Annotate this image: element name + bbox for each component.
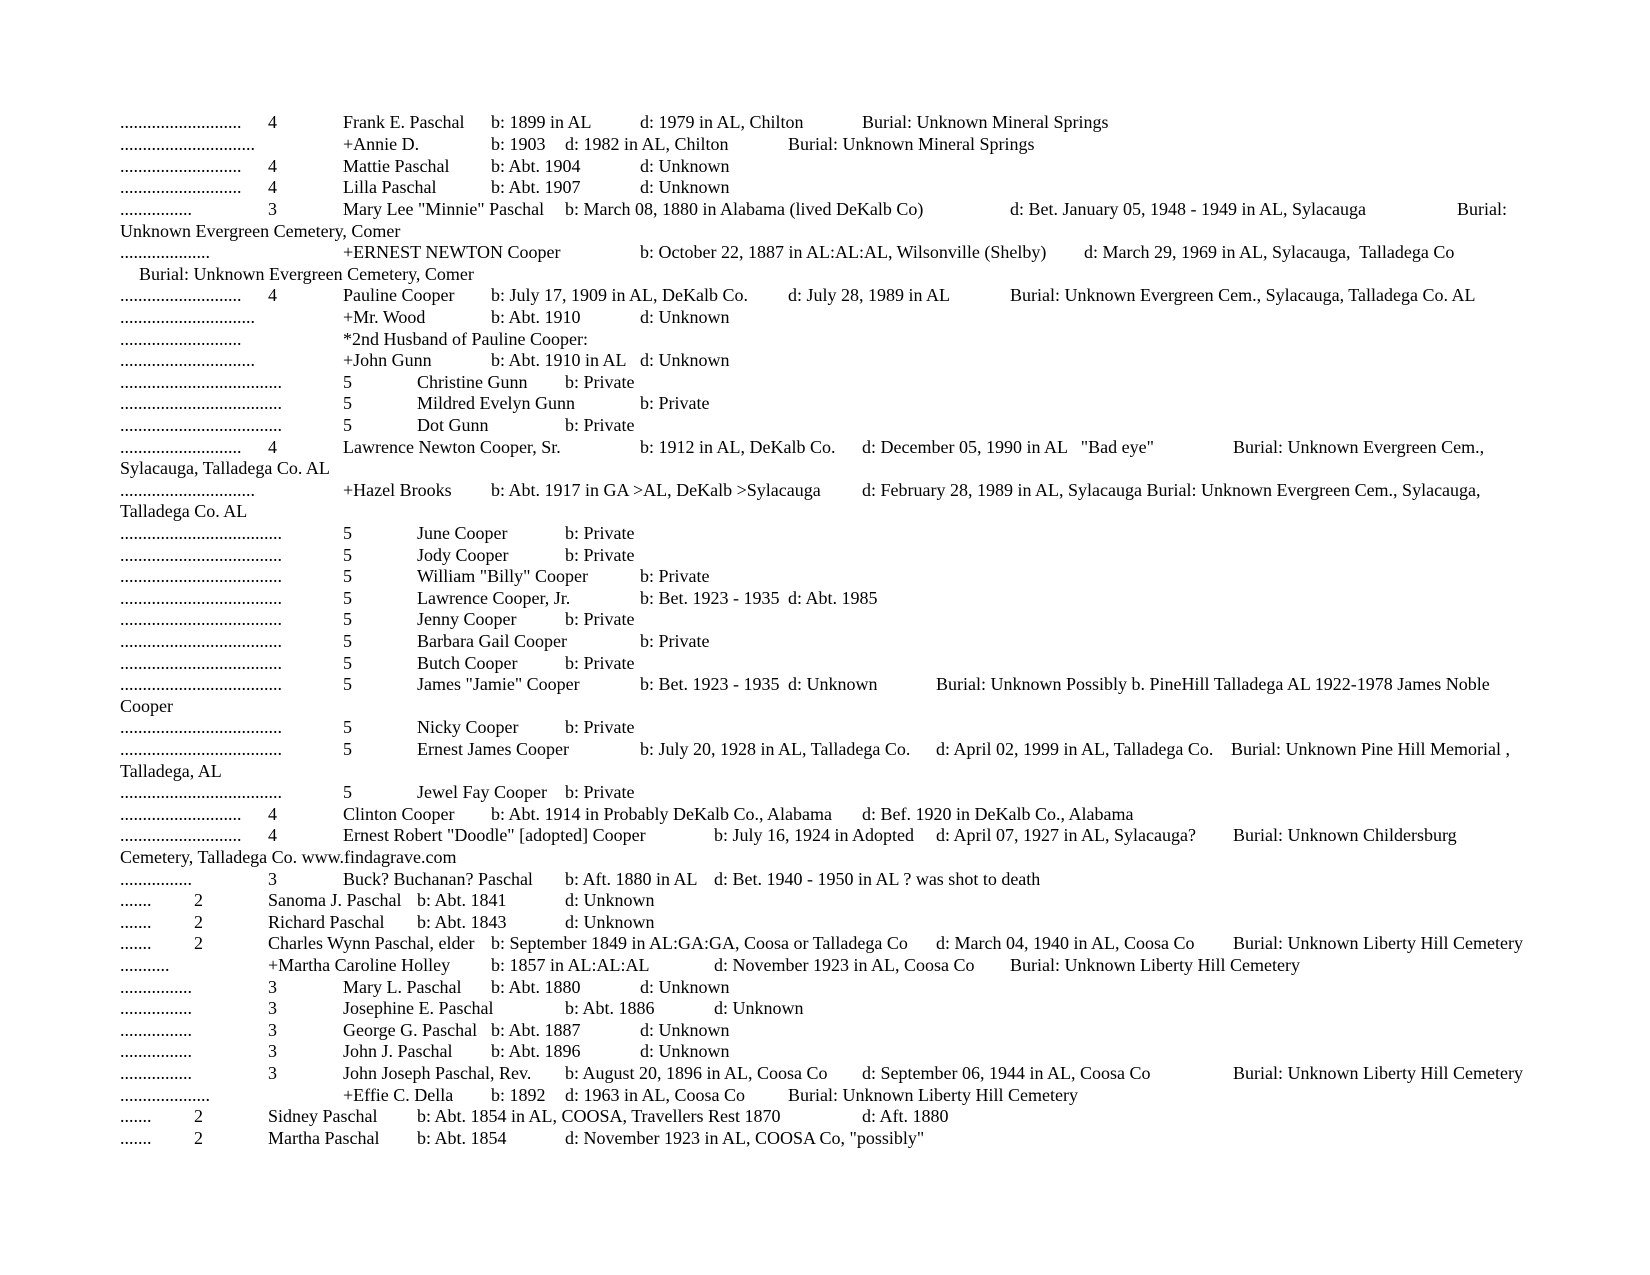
report-line: [0, 954, 1650, 976]
birth-info: b: Abt. 1910 in AL: [491, 350, 627, 370]
death-info: d: Unknown: [640, 1020, 730, 1040]
report-line: [0, 911, 1650, 933]
leader-dots: ....................................: [120, 566, 282, 586]
generation-number: 4: [268, 804, 277, 824]
birth-info: b: October 22, 1887 in AL:AL:AL, Wilsonville (Shelby): [640, 242, 1047, 262]
leader-dots: ....................................: [120, 631, 282, 651]
report-line: [0, 630, 1650, 652]
generation-number: 2: [194, 1128, 203, 1148]
birth-info: b: Bet. 1923 - 1935: [640, 588, 780, 608]
burial-info: Burial: Unknown Evergreen Cem., Sylacauga, Talladega Co. AL: [1010, 285, 1476, 305]
leader-dots: ....................................: [120, 545, 282, 565]
leader-dots: ....................................: [120, 393, 282, 413]
leader-dots: ................: [120, 199, 192, 219]
person-name: Nicky Cooper: [417, 717, 519, 737]
report-line: [0, 176, 1650, 198]
report-line: [0, 997, 1650, 1019]
generation-number: 4: [268, 285, 277, 305]
generation-number: 5: [343, 566, 352, 586]
birth-info: b: Private: [565, 782, 635, 802]
wrapped-continuation: Talladega Co. AL: [120, 501, 248, 521]
leader-dots: ................: [120, 1041, 192, 1061]
leader-dots: ....................................: [120, 782, 282, 802]
person-name: Frank E. Paschal: [343, 112, 465, 132]
person-name: Lawrence Cooper, Jr.: [417, 588, 571, 608]
death-info: d: 1963 in AL, Coosa Co: [565, 1085, 746, 1105]
report-line: [0, 1105, 1650, 1127]
death-info: d: Abt. 1985: [788, 588, 878, 608]
generation-number: 5: [343, 545, 352, 565]
person-name: John Joseph Paschal, Rev.: [343, 1063, 532, 1083]
birth-info: b: Abt. 1854 in AL, COOSA, Travellers Rest 1870: [417, 1106, 781, 1126]
generation-number: 3: [268, 869, 277, 889]
leader-dots: ................: [120, 1020, 192, 1040]
generation-number: 3: [268, 1041, 277, 1061]
birth-info: b: 1912 in AL, DeKalb Co.: [640, 437, 836, 457]
death-info: d: Unknown: [640, 156, 730, 176]
spouse-name: +Mr. Wood: [343, 307, 426, 327]
birth-info: b: Private: [565, 609, 635, 629]
person-name: Butch Cooper: [417, 653, 518, 673]
generation-number: 2: [194, 890, 203, 910]
death-info: d: July 28, 1989 in AL: [788, 285, 951, 305]
leader-dots: ....................................: [120, 717, 282, 737]
report-line: [0, 241, 1650, 263]
leader-dots: ....................................: [120, 372, 282, 392]
report-line: [0, 716, 1650, 738]
person-name: Jewel Fay Cooper: [417, 782, 547, 802]
person-name: Lawrence Newton Cooper, Sr.: [343, 437, 561, 457]
report-line: [0, 932, 1650, 954]
birth-info: b: Private: [565, 653, 635, 673]
leader-dots: ..............................: [120, 480, 255, 500]
birth-info: b: Aft. 1880 in AL: [565, 869, 698, 889]
birth-info: b: Private: [565, 545, 635, 565]
birth-info: b: 1857 in AL:AL:AL: [491, 955, 650, 975]
birth-info: b: August 20, 1896 in AL, Coosa Co: [565, 1063, 828, 1083]
birth-info: b: Abt. 1917 in GA >AL, DeKalb >Sylacauga: [491, 480, 821, 500]
report-line: [0, 889, 1650, 911]
person-name: Mattie Paschal: [343, 156, 450, 176]
report-line: [0, 1019, 1650, 1041]
person-name: John J. Paschal: [343, 1041, 453, 1061]
death-info: d: March 29, 1969 in AL, Sylacauga, Talladega Co: [1084, 242, 1455, 262]
birth-info: b: March 08, 1880 in Alabama (lived DeKalb Co): [565, 199, 924, 219]
generation-number: 3: [268, 1063, 277, 1083]
generation-number: 3: [268, 998, 277, 1018]
burial-info: Burial: Unknown Evergreen Cem.,: [1233, 437, 1485, 457]
leader-dots: ................: [120, 977, 192, 997]
leader-dots: ..............................: [120, 307, 255, 327]
report-line: [0, 371, 1650, 393]
wrapped-continuation: Unknown Evergreen Cemetery, Comer: [120, 221, 401, 241]
birth-info: b: Private: [640, 566, 710, 586]
birth-info: b: July 17, 1909 in AL, DeKalb Co.: [491, 285, 748, 305]
burial-info: Burial: Unknown Mineral Springs: [862, 112, 1109, 132]
death-info: d: Unknown: [640, 350, 730, 370]
report-line: [0, 479, 1650, 501]
report-line: [0, 695, 1650, 717]
person-name: Dot Gunn: [417, 415, 489, 435]
death-info: d: Unknown: [640, 977, 730, 997]
death-info: d: Unknown: [714, 998, 804, 1018]
burial-info: Burial: Unknown Childersburg: [1233, 825, 1457, 845]
person-name: Josephine E. Paschal: [343, 998, 494, 1018]
leader-dots: ...........................: [120, 804, 242, 824]
report-line: [0, 457, 1650, 479]
birth-info: b: Abt. 1854: [417, 1128, 507, 1148]
leader-dots: ................: [120, 1063, 192, 1083]
person-name: Jody Cooper: [417, 545, 509, 565]
birth-info: b: Abt. 1841: [417, 890, 507, 910]
leader-dots: ....................: [120, 1085, 210, 1105]
birth-info: b: Abt. 1887: [491, 1020, 581, 1040]
generation-number: 4: [268, 437, 277, 457]
report-line: [0, 673, 1650, 695]
birth-info: b: Private: [565, 717, 635, 737]
birth-info: b: 1899 in AL: [491, 112, 592, 132]
leader-dots: .......: [120, 933, 152, 953]
birth-info: b: Abt. 1880: [491, 977, 581, 997]
person-name: Sanoma J. Paschal: [268, 890, 402, 910]
burial-info: Burial: Unknown Liberty Hill Cemetery: [788, 1085, 1078, 1105]
person-name: William "Billy" Cooper: [417, 566, 588, 586]
generation-number: 4: [268, 156, 277, 176]
birth-info: b: Abt. 1886: [565, 998, 655, 1018]
death-info: d: 1982 in AL, Chilton: [565, 134, 729, 154]
burial-info: Burial: Unknown Pine Hill Memorial ,: [1231, 739, 1510, 759]
leader-dots: .......: [120, 1128, 152, 1148]
report-line: [0, 608, 1650, 630]
leader-dots: ..............................: [120, 134, 255, 154]
leader-dots: ..............................: [120, 350, 255, 370]
leader-dots: ................: [120, 998, 192, 1018]
generation-number: 3: [268, 1020, 277, 1040]
report-line: [0, 220, 1650, 242]
generation-number: 5: [343, 782, 352, 802]
death-info: d: Bef. 1920 in DeKalb Co., Alabama: [862, 804, 1134, 824]
leader-dots: ...........................: [120, 437, 242, 457]
death-info: d: November 1923 in AL, COOSA Co, "possibly": [565, 1128, 925, 1148]
person-name: Richard Paschal: [268, 912, 385, 932]
leader-dots: ...........: [120, 955, 170, 975]
leader-dots: .......: [120, 1106, 152, 1126]
birth-info: b: July 16, 1924 in Adopted: [714, 825, 915, 845]
death-info: d: 1979 in AL, Chilton: [640, 112, 804, 132]
generation-number: 5: [343, 631, 352, 651]
report-line: [0, 306, 1650, 328]
birth-info: b: Private: [565, 415, 635, 435]
report-line: [0, 1084, 1650, 1106]
report-line: [0, 868, 1650, 890]
generation-number: 4: [268, 112, 277, 132]
person-name: Ernest Robert "Doodle" [adopted] Cooper: [343, 825, 646, 845]
report-line: [0, 587, 1650, 609]
wrapped-continuation: Talladega, AL: [120, 761, 222, 781]
birth-info: b: Private: [640, 393, 710, 413]
report-line: [0, 111, 1650, 133]
birth-info: b: Private: [565, 523, 635, 543]
wrapped-continuation: Cooper: [120, 696, 173, 716]
death-info: d: Unknown: [788, 674, 878, 694]
report-line: [0, 803, 1650, 825]
generation-number: 4: [268, 825, 277, 845]
report-line: [0, 846, 1650, 868]
person-name: George G. Paschal: [343, 1020, 478, 1040]
report-line: [0, 760, 1650, 782]
report-line: [0, 1062, 1650, 1084]
spouse-name: +ERNEST NEWTON Cooper: [343, 242, 561, 262]
report-line: [0, 328, 1650, 350]
death-info: d: Unknown: [565, 890, 655, 910]
report-line: [0, 544, 1650, 566]
person-name: Christine Gunn: [417, 372, 528, 392]
death-info: d: December 05, 1990 in AL "Bad eye": [862, 437, 1154, 457]
wrapped-continuation: Sylacauga, Talladega Co. AL: [120, 458, 330, 478]
leader-dots: ...........................: [120, 285, 242, 305]
generation-number: 4: [268, 177, 277, 197]
generation-number: 5: [343, 609, 352, 629]
person-name: Mary L. Paschal: [343, 977, 462, 997]
spouse-name: +Martha Caroline Holley: [268, 955, 451, 975]
death-info: d: March 04, 1940 in AL, Coosa Co: [936, 933, 1195, 953]
spouse-name: +John Gunn: [343, 350, 432, 370]
person-name: Lilla Paschal: [343, 177, 437, 197]
report-line: [0, 738, 1650, 760]
death-info: d: April 02, 1999 in AL, Talladega Co.: [936, 739, 1214, 759]
report-line: [0, 392, 1650, 414]
generation-number: 5: [343, 415, 352, 435]
death-info: d: Aft. 1880: [862, 1106, 949, 1126]
report-line: [0, 263, 1650, 285]
birth-info: b: Abt. 1843: [417, 912, 507, 932]
leader-dots: ...........................: [120, 112, 242, 132]
person-name: Barbara Gail Cooper: [417, 631, 567, 651]
birth-info: b: September 1849 in AL:GA:GA, Coosa or Talladega Co: [491, 933, 908, 953]
generation-number: 2: [194, 933, 203, 953]
birth-info: b: Abt. 1907: [491, 177, 581, 197]
leader-dots: ....................................: [120, 523, 282, 543]
generation-number: 2: [194, 912, 203, 932]
spouse-name: +Hazel Brooks: [343, 480, 452, 500]
burial-info: Burial: Unknown Evergreen Cemetery, Comer: [139, 264, 474, 284]
person-name: Sidney Paschal: [268, 1106, 378, 1126]
burial-info: Burial: Unknown Liberty Hill Cemetery: [1233, 1063, 1523, 1083]
report-line: [0, 284, 1650, 306]
leader-dots: ....................................: [120, 588, 282, 608]
burial-info: Burial: Unknown Liberty Hill Cemetery: [1010, 955, 1300, 975]
leader-dots: ....................................: [120, 739, 282, 759]
leader-dots: ....................................: [120, 415, 282, 435]
birth-info: b: 1892: [491, 1085, 546, 1105]
burial-info: Burial: Unknown Mineral Springs: [788, 134, 1035, 154]
death-info: d: Bet. January 05, 1948 - 1949 in AL, Sylacauga: [1010, 199, 1366, 219]
generation-number: 3: [268, 977, 277, 997]
leader-dots: ...........................: [120, 825, 242, 845]
person-name: Clinton Cooper: [343, 804, 455, 824]
report-line: [0, 565, 1650, 587]
burial-info: Burial: Unknown Liberty Hill Cemetery: [1233, 933, 1523, 953]
person-name: Jenny Cooper: [417, 609, 517, 629]
generation-number: 2: [194, 1106, 203, 1126]
death-info: d: Bet. 1940 - 1950 in AL ? was shot to death: [714, 869, 1041, 889]
report-line: [0, 155, 1650, 177]
person-name: Mary Lee "Minnie" Paschal: [343, 199, 545, 219]
person-name: Martha Paschal: [268, 1128, 380, 1148]
birth-info: b: July 20, 1928 in AL, Talladega Co.: [640, 739, 911, 759]
person-name: June Cooper: [417, 523, 508, 543]
birth-info: b: 1903: [491, 134, 546, 154]
generation-number: 5: [343, 393, 352, 413]
death-info: d: Unknown: [640, 1041, 730, 1061]
leader-dots: ...........................: [120, 329, 242, 349]
person-name: Ernest James Cooper: [417, 739, 569, 759]
death-info: d: Unknown: [640, 307, 730, 327]
leader-dots: ....................: [120, 242, 210, 262]
death-info: d: April 07, 1927 in AL, Sylacauga?: [936, 825, 1196, 845]
birth-info: b: Private: [640, 631, 710, 651]
person-name: Charles Wynn Paschal, elder: [268, 933, 475, 953]
burial-info: Burial: Unknown Possibly b. PineHill Talladega AL 1922-1978 James Noble: [936, 674, 1490, 694]
spouse-name: +Annie D.: [343, 134, 420, 154]
person-name: Mildred Evelyn Gunn: [417, 393, 575, 413]
report-line: [0, 500, 1650, 522]
report-line: [0, 824, 1650, 846]
death-info: d: Unknown: [565, 912, 655, 932]
burial-info: Burial:: [1457, 199, 1507, 219]
generation-number: 3: [268, 199, 277, 219]
report-line: [0, 781, 1650, 803]
person-name: *2nd Husband of Pauline Cooper:: [343, 329, 588, 349]
death-info: d: November 1923 in AL, Coosa Co: [714, 955, 975, 975]
report-line: [0, 349, 1650, 371]
report-line: [0, 652, 1650, 674]
birth-info: b: Bet. 1923 - 1935: [640, 674, 780, 694]
generation-number: 5: [343, 717, 352, 737]
wrapped-continuation: Cemetery, Talladega Co. www.findagrave.com: [120, 847, 457, 867]
spouse-name: +Effie C. Della: [343, 1085, 454, 1105]
birth-info: b: Abt. 1910: [491, 307, 581, 327]
report-line: [0, 198, 1650, 220]
generation-number: 5: [343, 739, 352, 759]
death-info: d: February 28, 1989 in AL, Sylacauga Burial: Unknown Evergreen Cem., Sylacauga,: [862, 480, 1481, 500]
birth-info: b: Abt. 1904: [491, 156, 581, 176]
report-line: [0, 133, 1650, 155]
report-line: [0, 414, 1650, 436]
generation-number: 5: [343, 372, 352, 392]
generation-number: 5: [343, 523, 352, 543]
generation-number: 5: [343, 674, 352, 694]
report-line: [0, 522, 1650, 544]
leader-dots: .......: [120, 890, 152, 910]
death-info: d: September 06, 1944 in AL, Coosa Co: [862, 1063, 1151, 1083]
leader-dots: ....................................: [120, 609, 282, 629]
person-name: Pauline Cooper: [343, 285, 455, 305]
leader-dots: ................: [120, 869, 192, 889]
report-line: [0, 1127, 1650, 1149]
birth-info: b: Abt. 1896: [491, 1041, 581, 1061]
birth-info: b: Abt. 1914 in Probably DeKalb Co., Alabama: [491, 804, 832, 824]
leader-dots: ....................................: [120, 653, 282, 673]
report-line: [0, 1040, 1650, 1062]
leader-dots: .......: [120, 912, 152, 932]
person-name: James "Jamie" Cooper: [417, 674, 580, 694]
birth-info: b: Private: [565, 372, 635, 392]
person-name: Buck? Buchanan? Paschal: [343, 869, 533, 889]
report-line: [0, 976, 1650, 998]
leader-dots: ...........................: [120, 177, 242, 197]
leader-dots: ....................................: [120, 674, 282, 694]
leader-dots: ...........................: [120, 156, 242, 176]
generation-number: 5: [343, 588, 352, 608]
report-line: [0, 436, 1650, 458]
generation-number: 5: [343, 653, 352, 673]
death-info: d: Unknown: [640, 177, 730, 197]
